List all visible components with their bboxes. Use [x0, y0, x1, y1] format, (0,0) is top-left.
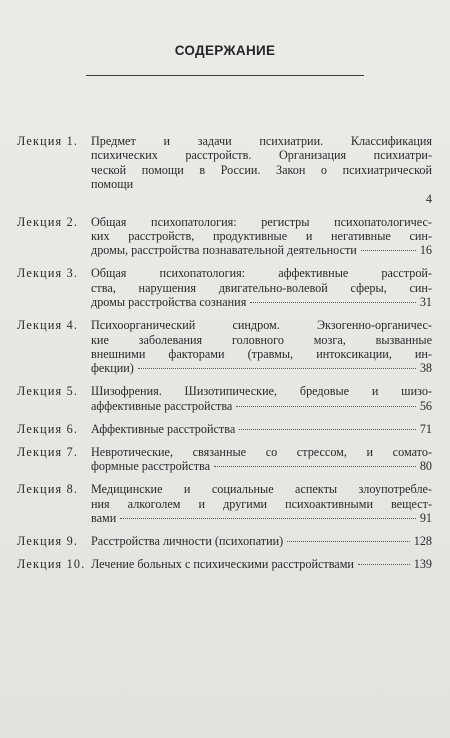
entry-title-line: Психоорганический синдром. Экзогенно-органичес-: [91, 318, 432, 333]
toc-entry[interactable]: [17, 318, 432, 376]
lecture-number: Лекция 3.: [17, 266, 79, 281]
page-number: 56: [419, 398, 432, 413]
lecture-number: Лекция 8.: [17, 482, 79, 497]
entry-title-line: ческой помощи в России. Закон о психиатрической: [91, 162, 432, 177]
entry-title-line: дромы расстройства сознания: [91, 295, 247, 310]
toc-entry[interactable]: [17, 482, 432, 525]
page-number: 139: [413, 557, 432, 572]
table-of-contents: [17, 134, 432, 580]
entry-title-line: Предмет и задачи психиатрии. Классификация: [91, 134, 432, 148]
dot-leader: [287, 541, 410, 542]
lecture-number: Лекция 4.: [17, 318, 79, 333]
entry-title-line: дромы, расстройства познавательной деятельности: [91, 243, 357, 258]
entry-title-line: Общая психопатология: аффективные расстрой-: [91, 266, 432, 281]
entry-title-line: Аффективные расстройства: [91, 421, 236, 436]
lecture-number: Лекция 9.: [17, 534, 79, 549]
toc-entry[interactable]: [17, 445, 432, 474]
lecture-number: Лекция 10.: [17, 557, 86, 572]
toc-entry[interactable]: [17, 557, 432, 571]
entry-title-line: Общая психопатология: регистры психопатологичес-: [91, 214, 432, 229]
toc-entry[interactable]: [17, 266, 432, 309]
page-number: 71: [419, 421, 432, 436]
toc-entry[interactable]: [17, 134, 432, 206]
entry-title-line: фекции): [91, 361, 134, 376]
entry-title-line: аффективные расстройства: [91, 398, 233, 413]
entry-title-line: Расстройства личности (психопатии): [91, 534, 284, 549]
page-number: 128: [413, 534, 432, 549]
page-number: 31: [419, 295, 432, 310]
dot-leader: [236, 406, 415, 407]
lecture-number: Лекция 2.: [17, 214, 79, 229]
entry-title-line: помощи: [91, 177, 134, 192]
dot-leader: [120, 518, 416, 519]
page-number: 91: [419, 511, 432, 526]
lecture-number: Лекция 5.: [17, 384, 79, 399]
entry-title-line: ства, нарушения двигательно-волевой сферы, син-: [91, 280, 432, 295]
page-number: 16: [419, 243, 432, 258]
dot-leader: [239, 429, 416, 430]
entry-title-line: психических расстройств. Организация психиатри-: [91, 148, 432, 163]
page-title: СОДЕРЖАНИЕ: [174, 43, 276, 58]
entry-title-line: вами: [91, 511, 117, 526]
dot-leader: [358, 564, 410, 565]
entry-title-line: ния алкоголем и другими психоактивными вещест-: [91, 496, 432, 511]
toc-entry[interactable]: [17, 384, 432, 413]
page-number: 38: [419, 361, 432, 376]
entry-title-line: Шизофрения. Шизотипические, бредовые и шизо-: [91, 384, 432, 399]
page-number: 4: [425, 191, 432, 206]
page-number: 80: [419, 459, 432, 474]
dot-leader: [250, 302, 416, 303]
lecture-number: Лекция 6.: [17, 421, 79, 436]
toc-entry[interactable]: [17, 422, 432, 436]
dot-leader: [214, 466, 416, 467]
entry-title-line: Невротические, связанные со стрессом, и сомато-: [91, 444, 432, 459]
title-underline: [86, 75, 364, 76]
entry-title-line: ких расстройств, продуктивные и негативные син-: [91, 229, 432, 244]
entry-title-line: Лечение больных с психическими расстройствами: [91, 557, 354, 572]
toc-entry[interactable]: [17, 534, 432, 548]
entry-title-line: кие заболевания головного мозга, вызванные: [91, 332, 432, 347]
entry-title-line: Медицинские и социальные аспекты злоупотребле-: [91, 482, 432, 497]
lecture-number: Лекция 7.: [17, 444, 79, 459]
entry-title-line: внешними факторами (травмы, интоксикации, ин-: [91, 347, 432, 362]
entry-title-line: формные расстройства: [91, 459, 211, 474]
toc-entry[interactable]: [17, 215, 432, 258]
dot-leader: [138, 368, 416, 369]
dot-leader: [361, 250, 416, 251]
lecture-number: Лекция 1.: [17, 134, 79, 148]
